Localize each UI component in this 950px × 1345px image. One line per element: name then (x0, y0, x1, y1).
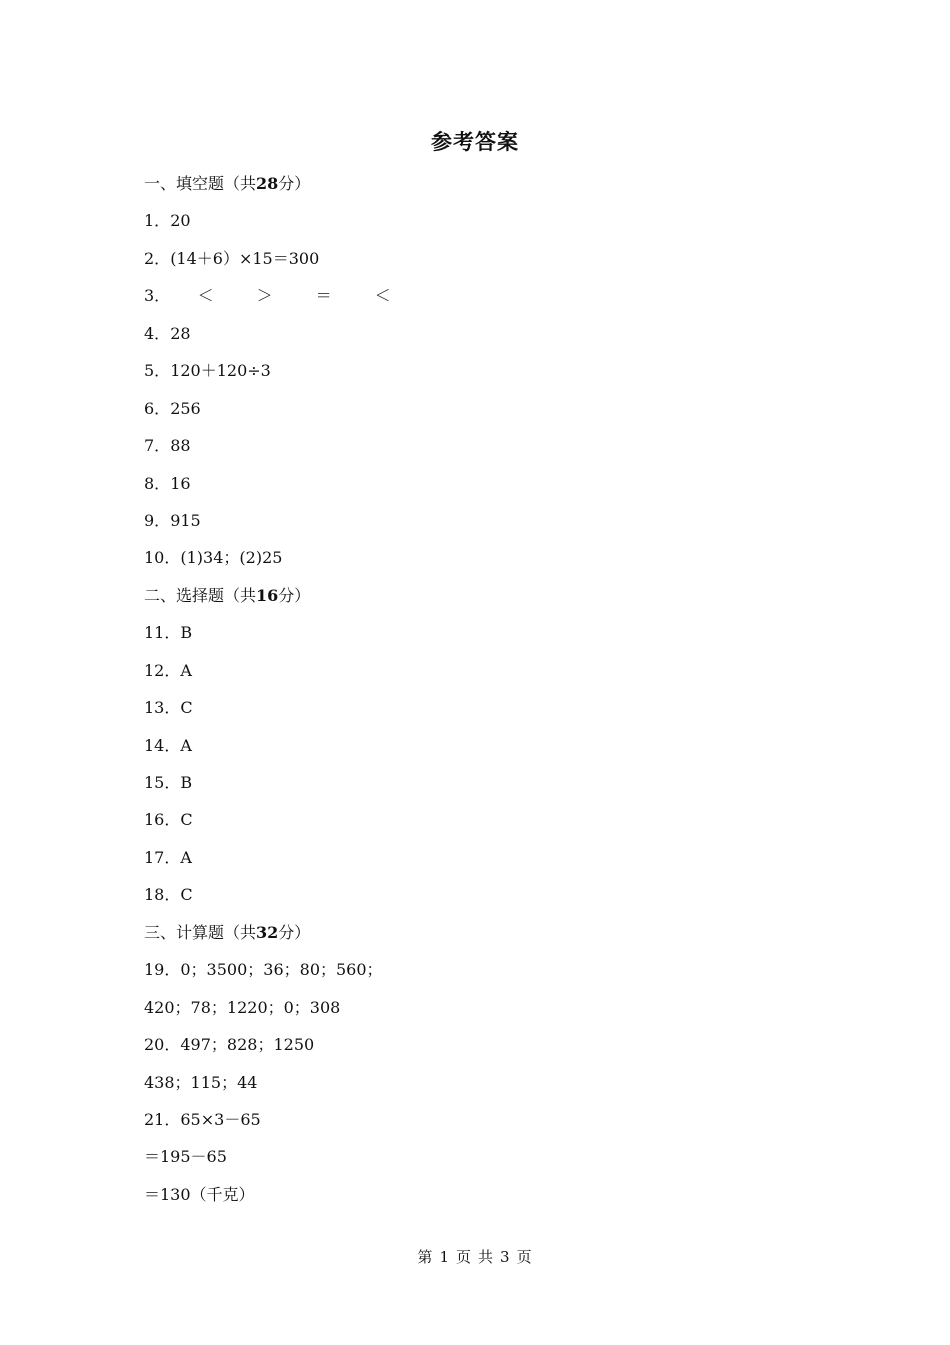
section-heading-fill-in: 一、填空题（共28分） (144, 174, 311, 193)
answer-3: 3． ＜ ＞ ＝ ＜ (144, 282, 844, 319)
section-score: 28 (256, 174, 279, 193)
answer-14: 14．A (144, 735, 192, 755)
answer-17: 17．A (144, 847, 192, 867)
answer-16: 16．C (144, 810, 193, 830)
section-heading-calculation: 三、计算题（共32分） (144, 922, 311, 942)
answer-5: 5．120＋120÷3 (144, 361, 271, 381)
section-score: 32 (256, 922, 279, 942)
section-score: 16 (256, 585, 279, 605)
answer-13: 13．C (144, 698, 193, 718)
total-page-count: 3 (500, 1248, 511, 1266)
answer-10: 10．(1)34；(2)25 (144, 548, 283, 568)
section-heading-choice: 二、选择题（共16分） (144, 585, 311, 605)
page-footer: 第 1 页 共 3 页 (417, 1248, 533, 1266)
comparison-symbol: ＞ (256, 286, 273, 306)
answer-list (144, 170, 844, 1218)
answer-19-line-1: 19．0；3500；36；80；560； (144, 960, 383, 980)
answer-21-line-2: ＝195－65 (144, 1147, 227, 1167)
answer-12: 12．A (144, 660, 192, 680)
answer-9: 9．915 (144, 510, 201, 530)
answer-20-line-1: 20．497；828；1250 (144, 1035, 315, 1055)
answer-7: 7．88 (144, 436, 191, 456)
answer-6: 6．256 (144, 398, 201, 418)
answer-21-line-1: 21．65×3－65 (144, 1109, 261, 1129)
answer-19-line-2: 420；78；1220；0；308 (144, 997, 341, 1017)
current-page-number: 1 (439, 1248, 450, 1266)
page-title: 参考答案 (431, 129, 519, 154)
answer-4: 4．28 (144, 323, 191, 343)
comparison-symbol: ＝ (315, 286, 332, 306)
answer-1: 1．20 (144, 211, 191, 231)
answer-11: 11．B (144, 623, 193, 643)
comparison-symbol: ＜ (374, 286, 391, 306)
answer-18: 18．C (144, 885, 193, 905)
answer-8: 8．16 (144, 473, 191, 493)
answer-15: 15．B (144, 773, 193, 792)
answer-21-line-3: ＝130（千克） (144, 1184, 255, 1204)
answer-2: 2．(14＋6）×15＝300 (144, 248, 320, 268)
comparison-symbol: ＜ (197, 286, 214, 306)
answer-20-line-2: 438；115；44 (144, 1072, 258, 1092)
